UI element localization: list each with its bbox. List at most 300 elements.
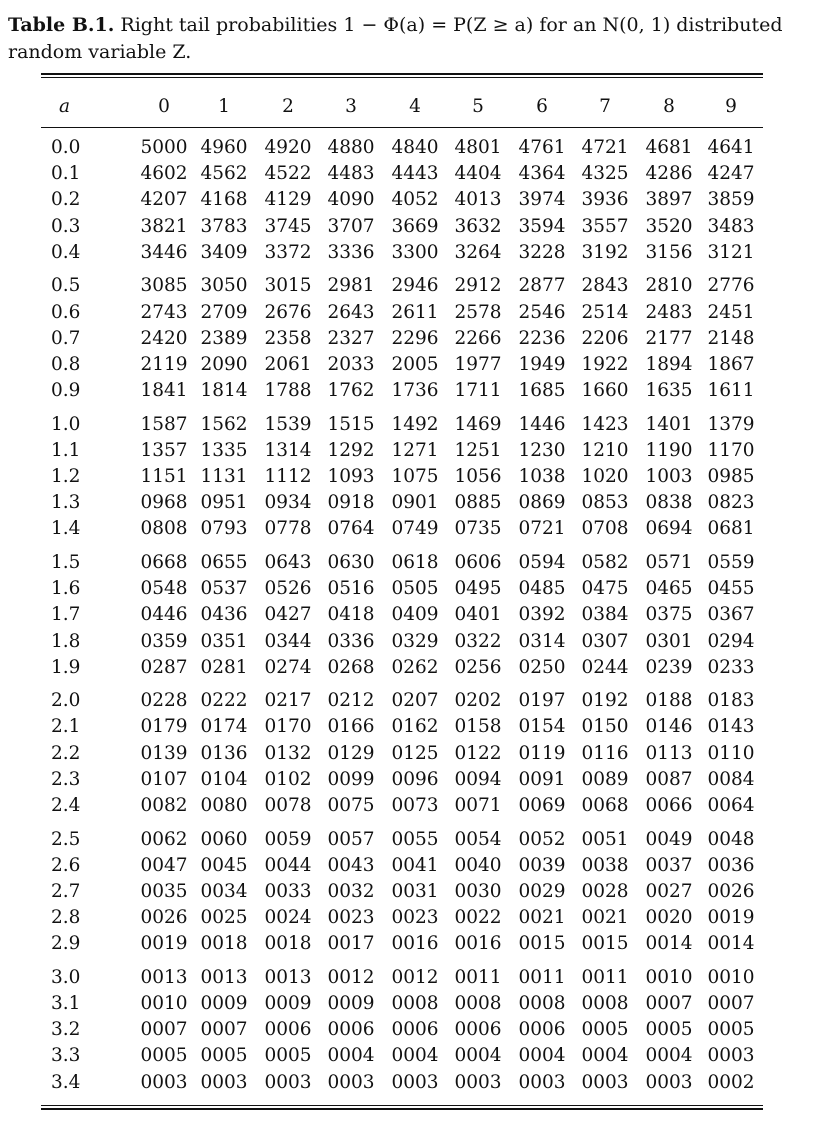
probability-cell: 0643 bbox=[264, 552, 312, 573]
probability-cell: 0003 bbox=[327, 1072, 375, 1093]
probability-cell: 4129 bbox=[264, 189, 312, 210]
probability-cell: 1056 bbox=[454, 466, 502, 487]
probability-cell: 3192 bbox=[581, 242, 629, 263]
table-row bbox=[41, 378, 763, 404]
probability-cell: 1814 bbox=[200, 380, 248, 401]
probability-cell: 0322 bbox=[454, 631, 502, 652]
probability-cell: 2420 bbox=[140, 328, 188, 349]
probability-cell: 0170 bbox=[264, 716, 312, 737]
probability-cell: 1230 bbox=[518, 440, 566, 461]
probability-cell: 4013 bbox=[454, 189, 502, 210]
probability-cell: 2578 bbox=[454, 302, 502, 323]
probability-cell: 0033 bbox=[264, 881, 312, 902]
probability-cell: 4522 bbox=[264, 163, 312, 184]
probability-cell: 3821 bbox=[140, 216, 188, 237]
probability-cell: 0021 bbox=[581, 907, 629, 928]
probability-cell: 2061 bbox=[264, 354, 312, 375]
probability-cell: 0082 bbox=[140, 795, 188, 816]
probability-cell: 0004 bbox=[391, 1045, 439, 1066]
probability-cell: 0004 bbox=[454, 1045, 502, 1066]
probability-cell: 0003 bbox=[581, 1072, 629, 1093]
probability-cell: 0052 bbox=[518, 829, 566, 850]
table-row bbox=[41, 879, 763, 905]
probability-cell: 0011 bbox=[454, 967, 502, 988]
table-row bbox=[41, 629, 763, 655]
probability-cell: 1357 bbox=[140, 440, 188, 461]
probability-cell: 0174 bbox=[200, 716, 248, 737]
probability-cell: 2981 bbox=[327, 275, 375, 296]
probability-cell: 0119 bbox=[518, 743, 566, 764]
probability-cell: 0003 bbox=[454, 1072, 502, 1093]
probability-cell: 3015 bbox=[264, 275, 312, 296]
probability-cell: 1736 bbox=[391, 380, 439, 401]
probability-cell: 0007 bbox=[140, 1019, 188, 1040]
probability-cell: 0068 bbox=[581, 795, 629, 816]
probability-cell: 2090 bbox=[200, 354, 248, 375]
probability-cell: 0008 bbox=[518, 993, 566, 1014]
probability-cell: 0002 bbox=[707, 1072, 755, 1093]
table-row bbox=[41, 714, 763, 740]
probability-cell: 0009 bbox=[264, 993, 312, 1014]
probability-cell: 0034 bbox=[200, 881, 248, 902]
probability-cell: 0505 bbox=[391, 578, 439, 599]
a-value: 0.9 bbox=[51, 380, 81, 401]
a-value: 0.1 bbox=[51, 163, 81, 184]
column-header: 5 bbox=[472, 96, 484, 117]
probability-cell: 3300 bbox=[391, 242, 439, 263]
probability-cell: 4721 bbox=[581, 137, 629, 158]
probability-cell: 0040 bbox=[454, 855, 502, 876]
probability-cell: 2266 bbox=[454, 328, 502, 349]
probability-cell: 4483 bbox=[327, 163, 375, 184]
a-value: 3.4 bbox=[51, 1072, 81, 1093]
probability-cell: 0606 bbox=[454, 552, 502, 573]
probability-cell: 0764 bbox=[327, 518, 375, 539]
probability-cell: 0143 bbox=[707, 716, 755, 737]
probability-cell: 0078 bbox=[264, 795, 312, 816]
probability-cell: 0010 bbox=[707, 967, 755, 988]
probability-cell: 4880 bbox=[327, 137, 375, 158]
probability-cell: 0075 bbox=[327, 795, 375, 816]
probability-cell: 0268 bbox=[327, 657, 375, 678]
table-row bbox=[41, 741, 763, 767]
probability-cell: 0314 bbox=[518, 631, 566, 652]
probability-cell: 0036 bbox=[707, 855, 755, 876]
a-value: 0.3 bbox=[51, 216, 81, 237]
a-value: 1.2 bbox=[51, 466, 81, 487]
table-row bbox=[41, 1017, 763, 1043]
a-value: 2.6 bbox=[51, 855, 81, 876]
probability-cell: 0014 bbox=[707, 933, 755, 954]
probability-cell: 2483 bbox=[645, 302, 693, 323]
probability-cell: 0013 bbox=[264, 967, 312, 988]
probability-cell: 0041 bbox=[391, 855, 439, 876]
probability-cell: 0132 bbox=[264, 743, 312, 764]
table-caption bbox=[8, 12, 814, 66]
probability-cell: 1841 bbox=[140, 380, 188, 401]
probability-cell: 1335 bbox=[200, 440, 248, 461]
probability-cell: 0014 bbox=[645, 933, 693, 954]
probability-cell: 4681 bbox=[645, 137, 693, 158]
probability-cell: 0233 bbox=[707, 657, 755, 678]
probability-cell: 0006 bbox=[518, 1019, 566, 1040]
probability-cell: 4920 bbox=[264, 137, 312, 158]
a-value: 3.2 bbox=[51, 1019, 81, 1040]
probability-cell: 0059 bbox=[264, 829, 312, 850]
probability-cell: 0262 bbox=[391, 657, 439, 678]
probability-cell: 0274 bbox=[264, 657, 312, 678]
probability-cell: 0060 bbox=[200, 829, 248, 850]
probability-cell: 0708 bbox=[581, 518, 629, 539]
probability-cell: 0057 bbox=[327, 829, 375, 850]
probability-cell: 4090 bbox=[327, 189, 375, 210]
probability-cell: 0212 bbox=[327, 690, 375, 711]
probability-cell: 0011 bbox=[581, 967, 629, 988]
probability-cell: 4052 bbox=[391, 189, 439, 210]
probability-cell: 0228 bbox=[140, 690, 188, 711]
probability-cell: 4325 bbox=[581, 163, 629, 184]
probability-cell: 1587 bbox=[140, 414, 188, 435]
probability-cell: 0054 bbox=[454, 829, 502, 850]
probability-cell: 1151 bbox=[140, 466, 188, 487]
probability-cell: 0084 bbox=[707, 769, 755, 790]
table-row bbox=[41, 161, 763, 187]
header-rule bbox=[41, 127, 763, 128]
probability-cell: 0020 bbox=[645, 907, 693, 928]
probability-cell: 0013 bbox=[200, 967, 248, 988]
a-value: 2.3 bbox=[51, 769, 81, 790]
table-row bbox=[41, 300, 763, 326]
probability-cell: 0004 bbox=[518, 1045, 566, 1066]
bottom-rule-inner bbox=[41, 1105, 763, 1106]
probability-cell: 0026 bbox=[140, 907, 188, 928]
table-row bbox=[41, 576, 763, 602]
probability-cell: 3745 bbox=[264, 216, 312, 237]
probability-cell: 0526 bbox=[264, 578, 312, 599]
probability-cell: 3085 bbox=[140, 275, 188, 296]
probability-cell: 0559 bbox=[707, 552, 755, 573]
probability-cell: 0089 bbox=[581, 769, 629, 790]
probability-cell: 2389 bbox=[200, 328, 248, 349]
probability-cell: 0146 bbox=[645, 716, 693, 737]
table-row bbox=[41, 326, 763, 352]
probability-cell: 4840 bbox=[391, 137, 439, 158]
table-row bbox=[41, 688, 763, 714]
probability-cell: 0287 bbox=[140, 657, 188, 678]
probability-cell: 0007 bbox=[645, 993, 693, 1014]
probability-cell: 0793 bbox=[200, 518, 248, 539]
table-row bbox=[41, 438, 763, 464]
a-value: 1.4 bbox=[51, 518, 81, 539]
probability-cell: 0179 bbox=[140, 716, 188, 737]
a-value: 2.5 bbox=[51, 829, 81, 850]
probability-cell: 0029 bbox=[518, 881, 566, 902]
a-value: 3.1 bbox=[51, 993, 81, 1014]
probability-cell: 0038 bbox=[581, 855, 629, 876]
probability-cell: 1788 bbox=[264, 380, 312, 401]
a-value: 2.4 bbox=[51, 795, 81, 816]
probability-cell: 0116 bbox=[581, 743, 629, 764]
table-row bbox=[41, 214, 763, 240]
probability-cell: 0039 bbox=[518, 855, 566, 876]
table-row bbox=[41, 793, 763, 819]
probability-cell: 0027 bbox=[645, 881, 693, 902]
probability-cell: 0003 bbox=[140, 1072, 188, 1093]
probability-cell: 0244 bbox=[581, 657, 629, 678]
a-value: 1.0 bbox=[51, 414, 81, 435]
table-row bbox=[41, 412, 763, 438]
probability-cell: 0013 bbox=[140, 967, 188, 988]
probability-cell: 2946 bbox=[391, 275, 439, 296]
probability-cell: 0015 bbox=[518, 933, 566, 954]
probability-cell: 4404 bbox=[454, 163, 502, 184]
probability-cell: 1469 bbox=[454, 414, 502, 435]
probability-cell: 3483 bbox=[707, 216, 755, 237]
probability-cell: 0047 bbox=[140, 855, 188, 876]
probability-cell: 0080 bbox=[200, 795, 248, 816]
probability-cell: 2236 bbox=[518, 328, 566, 349]
probability-cell: 1446 bbox=[518, 414, 566, 435]
probability-cell: 0222 bbox=[200, 690, 248, 711]
probability-cell: 1711 bbox=[454, 380, 502, 401]
probability-cell: 1112 bbox=[264, 466, 312, 487]
table-row bbox=[41, 965, 763, 991]
column-header: 4 bbox=[409, 96, 421, 117]
probability-cell: 0158 bbox=[454, 716, 502, 737]
probability-cell: 0571 bbox=[645, 552, 693, 573]
probability-cell: 1093 bbox=[327, 466, 375, 487]
probability-cell: 0003 bbox=[707, 1045, 755, 1066]
probability-cell: 0096 bbox=[391, 769, 439, 790]
table-row bbox=[41, 931, 763, 957]
probability-cell: 0301 bbox=[645, 631, 693, 652]
table-header bbox=[41, 94, 763, 120]
probability-cell: 0012 bbox=[391, 967, 439, 988]
probability-cell: 0030 bbox=[454, 881, 502, 902]
probability-cell: 4364 bbox=[518, 163, 566, 184]
probability-cell: 0217 bbox=[264, 690, 312, 711]
table-row bbox=[41, 827, 763, 853]
probability-cell: 0018 bbox=[264, 933, 312, 954]
probability-cell: 1492 bbox=[391, 414, 439, 435]
probability-cell: 5000 bbox=[140, 137, 188, 158]
probability-cell: 4960 bbox=[200, 137, 248, 158]
probability-cell: 0485 bbox=[518, 578, 566, 599]
column-header: 6 bbox=[536, 96, 548, 117]
a-value: 0.4 bbox=[51, 242, 81, 263]
probability-cell: 0019 bbox=[140, 933, 188, 954]
probability-cell: 1292 bbox=[327, 440, 375, 461]
probability-cell: 0005 bbox=[140, 1045, 188, 1066]
probability-cell: 0069 bbox=[518, 795, 566, 816]
probability-cell: 3050 bbox=[200, 275, 248, 296]
probability-cell: 0749 bbox=[391, 518, 439, 539]
probability-cell: 0015 bbox=[581, 933, 629, 954]
probability-cell: 0150 bbox=[581, 716, 629, 737]
probability-cell: 0016 bbox=[454, 933, 502, 954]
column-header: 3 bbox=[345, 96, 357, 117]
probability-cell: 0008 bbox=[454, 993, 502, 1014]
a-value: 0.8 bbox=[51, 354, 81, 375]
probability-cell: 2033 bbox=[327, 354, 375, 375]
probability-cell: 3264 bbox=[454, 242, 502, 263]
probability-cell: 0062 bbox=[140, 829, 188, 850]
probability-cell: 0125 bbox=[391, 743, 439, 764]
row-header-label: a bbox=[59, 96, 71, 117]
probability-cell: 0025 bbox=[200, 907, 248, 928]
probability-cell: 1562 bbox=[200, 414, 248, 435]
table-row bbox=[41, 490, 763, 516]
probability-cell: 0006 bbox=[454, 1019, 502, 1040]
probability-cell: 3936 bbox=[581, 189, 629, 210]
probability-cell: 0064 bbox=[707, 795, 755, 816]
probability-cell: 3557 bbox=[581, 216, 629, 237]
a-value: 1.9 bbox=[51, 657, 81, 678]
probability-cell: 0113 bbox=[645, 743, 693, 764]
probability-cell: 0188 bbox=[645, 690, 693, 711]
probability-cell: 2709 bbox=[200, 302, 248, 323]
probability-cell: 0250 bbox=[518, 657, 566, 678]
probability-cell: 0853 bbox=[581, 492, 629, 513]
probability-cell: 2676 bbox=[264, 302, 312, 323]
probability-cell: 3446 bbox=[140, 242, 188, 263]
probability-cell: 0004 bbox=[581, 1045, 629, 1066]
probability-cell: 0367 bbox=[707, 604, 755, 625]
probability-cell: 2611 bbox=[391, 302, 439, 323]
probability-cell: 3974 bbox=[518, 189, 566, 210]
probability-cell: 1762 bbox=[327, 380, 375, 401]
probability-cell: 1611 bbox=[707, 380, 755, 401]
probability-cell: 4761 bbox=[518, 137, 566, 158]
probability-cell: 0885 bbox=[454, 492, 502, 513]
caption-text: Right tail probabilities 1 − Φ(a) = P(Z ≥ a) for an N(0, 1) distributed random variable Z. bbox=[8, 14, 783, 63]
probability-cell: 2119 bbox=[140, 354, 188, 375]
probability-cell: 2877 bbox=[518, 275, 566, 296]
probability-cell: 0035 bbox=[140, 881, 188, 902]
probability-cell: 0007 bbox=[200, 1019, 248, 1040]
probability-cell: 2148 bbox=[707, 328, 755, 349]
probability-cell: 0329 bbox=[391, 631, 439, 652]
probability-cell: 0901 bbox=[391, 492, 439, 513]
probability-cell: 0016 bbox=[391, 933, 439, 954]
probability-cell: 0808 bbox=[140, 518, 188, 539]
probability-cell: 0516 bbox=[327, 578, 375, 599]
probability-cell: 2776 bbox=[707, 275, 755, 296]
probability-cell: 0049 bbox=[645, 829, 693, 850]
probability-cell: 2206 bbox=[581, 328, 629, 349]
probability-cell: 0005 bbox=[200, 1045, 248, 1066]
column-header: 2 bbox=[282, 96, 294, 117]
probability-cell: 0017 bbox=[327, 933, 375, 954]
table-row bbox=[41, 273, 763, 299]
probability-cell: 0197 bbox=[518, 690, 566, 711]
table-row bbox=[41, 352, 763, 378]
probability-cell: 0011 bbox=[518, 967, 566, 988]
probability-cell: 1038 bbox=[518, 466, 566, 487]
probability-cell: 1379 bbox=[707, 414, 755, 435]
probability-cell: 4168 bbox=[200, 189, 248, 210]
probability-cell: 3783 bbox=[200, 216, 248, 237]
probability-cell: 0122 bbox=[454, 743, 502, 764]
a-value: 1.7 bbox=[51, 604, 81, 625]
probability-cell: 1685 bbox=[518, 380, 566, 401]
probability-cell: 0007 bbox=[707, 993, 755, 1014]
a-value: 2.9 bbox=[51, 933, 81, 954]
probability-cell: 0003 bbox=[200, 1072, 248, 1093]
a-value: 2.0 bbox=[51, 690, 81, 711]
table-row bbox=[41, 550, 763, 576]
probability-cell: 0202 bbox=[454, 690, 502, 711]
probability-cell: 0336 bbox=[327, 631, 375, 652]
probability-cell: 0418 bbox=[327, 604, 375, 625]
probability-cell: 0010 bbox=[140, 993, 188, 1014]
a-value: 1.5 bbox=[51, 552, 81, 573]
probability-cell: 3859 bbox=[707, 189, 755, 210]
probability-cell: 0918 bbox=[327, 492, 375, 513]
a-value: 3.3 bbox=[51, 1045, 81, 1066]
probability-cell: 0778 bbox=[264, 518, 312, 539]
probability-cell: 0401 bbox=[454, 604, 502, 625]
probability-cell: 0045 bbox=[200, 855, 248, 876]
table-row bbox=[41, 991, 763, 1017]
probability-cell: 4801 bbox=[454, 137, 502, 158]
probability-cell: 2546 bbox=[518, 302, 566, 323]
probability-cell: 0359 bbox=[140, 631, 188, 652]
probability-cell: 3121 bbox=[707, 242, 755, 263]
table-row bbox=[41, 187, 763, 213]
probability-cell: 0618 bbox=[391, 552, 439, 573]
probability-cell: 0066 bbox=[645, 795, 693, 816]
probability-cell: 2912 bbox=[454, 275, 502, 296]
probability-cell: 0008 bbox=[581, 993, 629, 1014]
probability-cell: 1210 bbox=[581, 440, 629, 461]
probability-cell: 2514 bbox=[581, 302, 629, 323]
probability-cell: 0465 bbox=[645, 578, 693, 599]
probability-cell: 0951 bbox=[200, 492, 248, 513]
a-value: 0.5 bbox=[51, 275, 81, 296]
table-row bbox=[41, 853, 763, 879]
probability-cell: 0005 bbox=[645, 1019, 693, 1040]
probability-cell: 0668 bbox=[140, 552, 188, 573]
probability-cell: 2743 bbox=[140, 302, 188, 323]
probability-cell: 0344 bbox=[264, 631, 312, 652]
probability-cell: 0003 bbox=[391, 1072, 439, 1093]
probability-cell: 4443 bbox=[391, 163, 439, 184]
a-value: 1.8 bbox=[51, 631, 81, 652]
probability-cell: 0023 bbox=[327, 907, 375, 928]
probability-cell: 1401 bbox=[645, 414, 693, 435]
probability-cell: 0104 bbox=[200, 769, 248, 790]
column-header: 9 bbox=[725, 96, 737, 117]
probability-cell: 0004 bbox=[645, 1045, 693, 1066]
probability-cell: 3156 bbox=[645, 242, 693, 263]
probability-cell: 2643 bbox=[327, 302, 375, 323]
probability-cell: 0694 bbox=[645, 518, 693, 539]
probability-cell: 0037 bbox=[645, 855, 693, 876]
probability-cell: 0392 bbox=[518, 604, 566, 625]
probability-cell: 1539 bbox=[264, 414, 312, 435]
a-value: 2.8 bbox=[51, 907, 81, 928]
probability-cell: 0008 bbox=[391, 993, 439, 1014]
probability-cell: 3409 bbox=[200, 242, 248, 263]
probability-cell: 0107 bbox=[140, 769, 188, 790]
probability-cell: 0018 bbox=[200, 933, 248, 954]
a-value: 0.2 bbox=[51, 189, 81, 210]
probability-cell: 0136 bbox=[200, 743, 248, 764]
probability-cell: 0823 bbox=[707, 492, 755, 513]
probability-cell: 3336 bbox=[327, 242, 375, 263]
probability-cell: 4207 bbox=[140, 189, 188, 210]
